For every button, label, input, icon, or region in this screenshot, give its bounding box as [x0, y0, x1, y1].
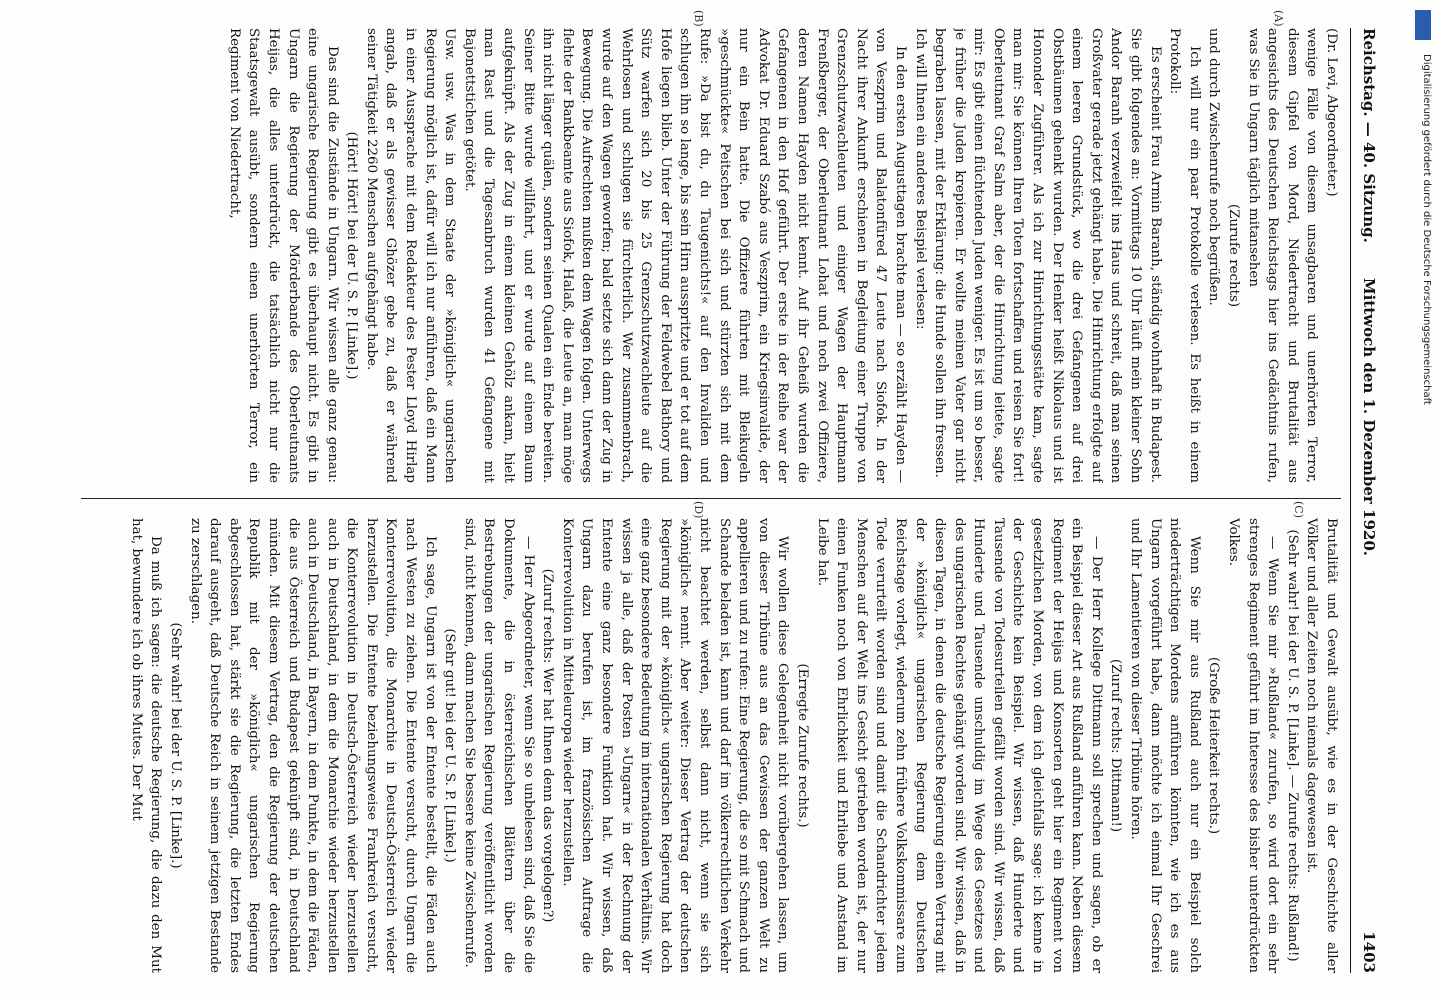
paragraph: — Wenn Sie mir »Rußland« zurufen, so wird dort ein sehr strenges Regiment geführt im Interesse des bisher unterdrückten Volkes. [1226, 518, 1281, 973]
header-title: Reichstag. — 40. Sitzung. [1360, 28, 1378, 243]
page-number: 1403 [1360, 931, 1378, 973]
running-header [1350, 28, 1385, 973]
interjection: (Zuruf rechts: Wer hat Ihnen denn das vorgelogen?) [540, 568, 556, 923]
interjection: (Zuruf rechts: Dittmann!) [1108, 658, 1124, 833]
paragraph: Wir wollen diese Gelegenheit nicht vorübergehen lassen, um von dieser Tribüne aus an das Gewissen der ganzen Welt zu appellieren und zu rufen: Eine Regierung, die so mit Schmach und Schande beladen ist, kann und darf im völkerrechtlichen Verkehr nicht beachtet werden, selbst dann nicht, wenn sie sich »königlich« nennt. Aber weiter: Dieser Vertrag der deutschen Regierung mit der »königlich« ungarischen Regierung hat doch eine ganz besondere Bedeutung im internationalen Verhältnis. Wir wissen ja alle, daß der Posten »Ungarn« in der Rechnung der Entente eine ganz besondere Funktion hat. Wir wissen, daß Ungarn dazu berufen ist, im französischen Auftrage die Konterrevolution in Mitteleuropa wieder herzustellen. [559, 518, 791, 973]
quoted-protocol: In den ersten Augusttagen brachte man — so erzählt Hayden — von Veszprim und Balatonfüred 47 Leute nach Siofok. In der Nacht ihrer Ankunft erschienen in Begleitung einer Truppe von Grenzschutzwachleuten und einiger Wagen der Hauptmann Frenßberger, der Oberleutnant Lohat und noch zwei Offiziere, deren Namen Hayden nicht kennt. Auf ihr Geheiß wurden die Gefangenen in den Hof geführt. Der erste in der Reihe war der Advokat Dr. Eduard Szabó aus Veszprim, ein Kriegsinvalide, der nur ein Bein hatte. Die Offiziere führten mit Bleikugeln »geschmückte« Peitschen bei sich und stürzten sich mit dem Rufe: »Da bist du, du Taugenichts!« auf den Invaliden und schlugen ihn so lange, bis sein Hirn ausspritzte und er tot auf dem Hofe liegen blieb. Unter der Führung der Feldwebel Bathory und Sütz warfen sich 20 bis 25 Grenzschutzwachleute auf die Wehrlosen und schlugen sie fürchterlich. Wer zusammenbrach, wurde auf den Wagen geworfen; bald setzte sich dann der Zug in Bewegung. Die Aufrechten mußten dem Wagen folgen. Unterwegs flehte der Bankbeamte aus Siofok, Halaß, die Leute an, man möge ihn nicht länger quälen, sondern seinen Qualen ein Ende bereiten. Seiner Bitte wurde willfahrt, und er wurde auf einem Baum aufgeknüpft. Als der Zug in einem kleinen Gehölz ankam, hielt man Rast und die Tagesanbruch wurden 41 Gefangene mit Bajonettstichen getötet. [461, 28, 908, 483]
right-column [81, 518, 1341, 973]
paragraph: Wenn Sie mir aus Rußland auch nur ein Beispiel solch niederträchtigen Mordens anführen könnten, wie ich es aus Ungarn vorgeführt habe, dann möchte ich einmal Ihr Geschrei und Ihr Lamentieren von dieser Tribüne hören. [1128, 518, 1202, 973]
interjection: (Sehr wahr! bei der U. S. P. [Linke]. — Zurufe rechts: Rußland!) [1284, 529, 1300, 962]
paragraph: Ich will nur ein paar Protokolle verlesen. Es heißt in einem Protokoll: [1167, 28, 1202, 483]
digitization-credit: Digitalisierung gefördert durch die Deutsche Forschungsgemeinschaft [1421, 54, 1432, 405]
speaker-label: (Dr. Levi, Abgeordneter.) [1324, 28, 1339, 197]
interjection: (Zurufe rechts) [1226, 203, 1242, 308]
paragraph: Ich sage, Ungarn ist von der Entente bestellt, die Fäden auch nach Westen zu ziehen. Die Entente versucht, durch Ungarn die Konterrevolution, die Monarchie in Deutsch-Österreich wieder herzustellen. Die Entente beziehungsweise Frankreich versucht, die Konterrevolution in Deutsch-Österreich wieder herzustellen auch in Deutschland, in dem die Monarchie wieder herzustellen auch in Deutschland, in Bayern, in dem Punkte, in dem die Fäden, die aus Österreich und Budapest geknüpft sind, in Deutschland münden. Mit diesem Vertrag, den die Regierung der deutschen Republik mit der »königlich« ungarischen Regierung abgeschlossen hat, stärkt sie die Regierung, die letzten Endes darauf ausgeht, daß Deutsche Reich in seinem jetzigen Bestande zu zerschlagen. [187, 518, 438, 973]
interjection: (Erregte Zurufe rechts.) [794, 663, 810, 828]
quoted-protocol: Es erscheint Frau Armin Baranh, ständig wohnhaft in Budapest. Sie gibt folgendes an: Vormittags 10 Uhr läuft mein kleiner Sohn Andor Baranh verzweifelt ins Haus und schreit, daß man seinen Großvater gerade jetzt gehängt habe. Die Hinrichtung erfolgte auf einem leeren Grundstück, wo die drei Gefangenen auf drei Obstbäumen gehenkt wurden. Der Henker heißt Nikolaus und ist Hononder Zugführer. Als ich zur Hinrichtungsstätte kam, sagte man mir: Sie können Ihren Toten fortschaffen und reisen Sie fort! Oberleutnant Graf Salm aber, der die Hinrichtung leitete, sagte mir: Es gibt einen flüchtenden Juden weniger. Es ist um so besser, je früher die Juden krepieren. Er wollte meinen Vater gar nicht begraben lassen, mit der Erklärung: die Hunde sollen ihn fressen. [932, 28, 1163, 483]
rotated-page-content [65, 8, 1405, 983]
left-column [81, 28, 1341, 483]
interjection: (Sehr gut! bei der U. S. P. [Linke].) [442, 628, 458, 863]
margin-marker-d: (D) [692, 501, 705, 519]
paragraph: — Der Herr Kollege Dittmann soll sprechen und sagen, ob er ein Beispiel dieser Art aus Rußland anführen kann. Neben diesem Regiment der Heijas und Konsorten geht hier ein Regiment von gesetzlichen Morden, von dem ich gleichfalls sage: ich kenne in der Geschichte kein Beispiel. Wir wissen, daß Hunderte und Tausende von Todesurteilen gefällt worden sind. Wir wissen, daß Hunderte und Tausende unschuldig im Wege des Gesetzes und des ungarischen Rechtes gehängt worden sind. Wir wissen, daß in diesen Tagen, in denen die deutsche Regierung einen Vertrag mit der »königlich« ungarischen Regierung dem Deutschen Reichstage vorlegt, wiederum zehn frühere Volkskommissare zum Tode verurteilt worden sind und damit die Schandrichter jedem Menschen auf der Welt ins Gesicht getrieben worden ist, der nur einen Funken noch von Ehrlichkeit und Ehrliebe und Anstand im Leibe hat. [814, 518, 1104, 973]
paragraph: wenige Fälle von diesem unsagbaren und unerhörten Terror, diesem Gipfel von Mord, Niedertracht und Brutalität aus angesichts des Deutschen Reichstags hier ins Gedächtnis rufen, was Sie in Ungarn täglich mitansehen [1245, 28, 1320, 483]
margin-marker-a: (A) [1272, 10, 1285, 27]
paragraph: Ich will Ihnen ein anderes Beispiel verlesen: [912, 28, 928, 330]
paragraph: — Herr Abgeordneter, wenn Sie so unbelesen sind, daß Sie die Dokumente, die in österreichischen Blättern über die Bestrebungen der ungarischen Regierung veröffentlicht worden sind, nicht kennen, dann machen Sie bessere keine Zwischenrufe. [461, 518, 536, 973]
digitization-stamp [1414, 8, 1432, 993]
interjection: (Hört! Hört! bei der U. S. P. [Linke].) [344, 131, 360, 380]
margin-marker-c: (C) [1292, 501, 1305, 518]
paragraph: Brutalität und Gewalt ausübt, wie es in der Geschichte aller Völker und aller Zeiten noch niemals dagewesen ist. [1304, 518, 1339, 973]
dfg-logo [1415, 10, 1431, 40]
interjection: (Sehr wahr! bei der U. S. P. [Linke].) [167, 622, 183, 869]
interjection: (Große Heiterkeit rechts.) [1206, 656, 1222, 835]
paragraph: Usw. usw. Was in dem Staate der »königlich« ungarischen Regierung möglich ist, dafür will ich nur anführen, daß ein Mann in einer Aussprache mit dem Redakteur des Pester Lloyd Hirlap angab, daß er als gewisser Ghözer gebe zu, daß er während seiner Tätigkeit 2260 Menschen aufgehängt habe. [363, 28, 458, 483]
margin-marker-b: (B) [692, 10, 705, 27]
paragraph: und durch Zwischenrufe noch begrüßen. [1206, 28, 1222, 306]
column-divider [81, 498, 1341, 499]
paragraph: Da muß ich sagen: die deutsche Regierung, die dazu den Mut hat, bewundere ich ob ihres Mutes. Der Mut [128, 518, 164, 973]
paragraph: Das sind die Zustände in Ungarn. Wir wissen alle ganz genau: eine ungarische Regierung gibt es überhaupt nicht. Es gibt in Ungarn die Regierung der Mörderbande des Oberleutnants Heijas, die alles unterdrückt, die tatsächlich nicht nur die Staatsgewalt ausübt, sondern einen unerhörten Terror, ein Regiment von Niedertracht, [226, 28, 340, 483]
header-date: Mittwoch den 1. Dezember 1920. [1360, 278, 1378, 556]
